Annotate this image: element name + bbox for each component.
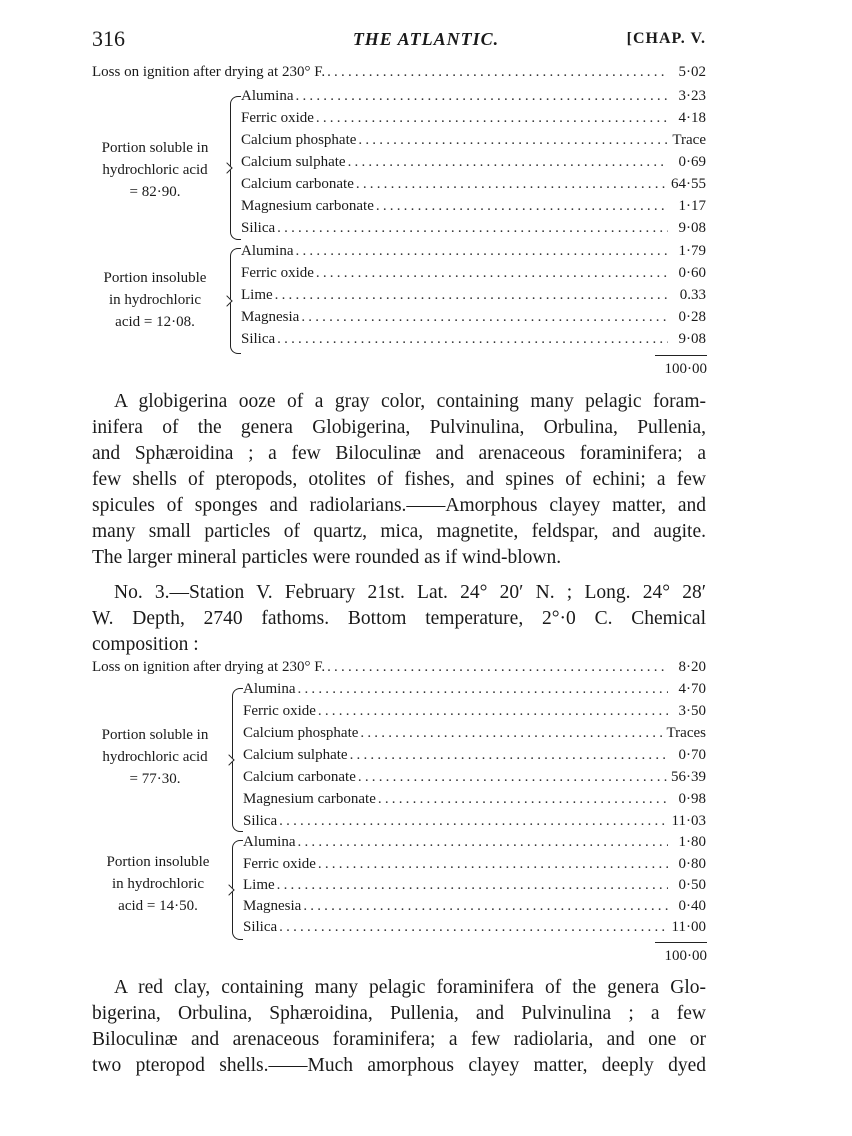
station-paragraph: No. 3.—Station V. February 21st. Lat. 24° 20′ N. ; Long. 24° 28′ W. Depth, 2740 fathoms. Bottom temperature, 2°·0 C. Chemical composition : xyxy=(92,582,706,655)
table-row: Ferric oxide ..... 4·18 xyxy=(241,110,706,132)
table-row: Magnesia ..... 0·28 xyxy=(241,309,706,331)
table-total: 100·00 xyxy=(664,361,707,377)
table-total: 100·00 xyxy=(664,948,707,964)
table-row: Alumina ..... 1·80 xyxy=(243,834,706,856)
insoluble-portion-label: Portion insoluble in hydrochloric acid = 14·50. xyxy=(106,854,210,914)
insoluble-portion-label: Portion insoluble in hydrochloric acid = 12·08. xyxy=(103,270,207,330)
table-row: Calcium sulphate ..... 0·70 xyxy=(243,747,706,769)
brace xyxy=(232,688,243,832)
page-number: 316 xyxy=(92,26,125,51)
brace xyxy=(230,96,241,240)
table-row: Magnesium carbonate ..... 1·17 xyxy=(241,198,706,220)
table-row: Calcium phosphate ..... Trace xyxy=(241,132,706,154)
total-rule xyxy=(655,355,707,356)
loss-on-ignition-row: Loss on ignition after drying at 230° F. ..... 8·20 xyxy=(92,659,706,681)
table-row: Alumina ..... 4·70 xyxy=(243,681,706,703)
brace xyxy=(230,248,241,354)
table-row: Ferric oxide ..... 0·60 xyxy=(241,265,706,287)
table-row: Alumina ..... 1·79 xyxy=(241,243,706,265)
loss-on-ignition-row: Loss on ignition after drying at 230° F. ..... 5·02 xyxy=(92,64,706,86)
chapter-marker: [CHAP. V. xyxy=(626,30,706,47)
soluble-portion-label: Portion soluble in hydrochloric acid = 82·90. xyxy=(101,140,209,200)
table-row: Silica ..... 9·08 xyxy=(241,331,706,353)
table-row: Lime ..... 0.33 xyxy=(241,287,706,309)
table-row: Ferric oxide ..... 3·50 xyxy=(243,703,706,725)
table-row: Calcium carbonate ..... 56·39 xyxy=(243,769,706,791)
soluble-portion-label: Portion soluble in hydrochloric acid = 77·30. xyxy=(101,727,209,787)
table-row: Magnesium carbonate ..... 0·98 xyxy=(243,791,706,813)
table-row: Silica ..... 9·08 xyxy=(241,220,706,242)
running-title: THE ATLANTIC. xyxy=(352,29,500,49)
table-row: Ferric oxide ..... 0·80 xyxy=(243,856,706,878)
table-row: Calcium phosphate ..... Traces xyxy=(243,725,706,747)
table-row: Lime ..... 0·50 xyxy=(243,877,706,899)
table-row: Silica ..... 11·00 xyxy=(243,919,706,941)
description-paragraph-1: A globigerina ooze of a gray color, containing many pelagic foram- inifera of the genera Globigerina, Pulvinulina, Orbulina, Pullenia, and Sphæroidina ; a few Biloculinæ and arenaceous foraminifera; a few shells of pteropods, otolites of fishes, and spines of echini; a few spicules of sponges and radiolarians.——Amorphous clayey matter, and many small particles of quartz, mica, magnetite, feldspar, and augite. The larger mineral particles were rounded as if wind-blown. xyxy=(92,391,706,568)
table-row: Magnesia ..... 0·40 xyxy=(243,898,706,920)
brace xyxy=(232,840,243,940)
table-row: Calcium carbonate ..... 64·55 xyxy=(241,176,706,198)
description-paragraph-2: A red clay, containing many pelagic foraminifera of the genera Glo- bigerina, Orbulina, Sphæroidina, Pullenia, and Pulvinulina ; a few Biloculinæ and arenaceous foraminifera; a few radiolaria, and one or two pteropod shells.——Much amorphous clayey matter, deeply dyed xyxy=(92,977,706,1076)
table-row: Silica ..... 11·03 xyxy=(243,813,706,835)
table-row: Calcium sulphate ..... 0·69 xyxy=(241,154,706,176)
table-row: Alumina ..... 3·23 xyxy=(241,88,706,110)
total-rule xyxy=(655,942,707,943)
